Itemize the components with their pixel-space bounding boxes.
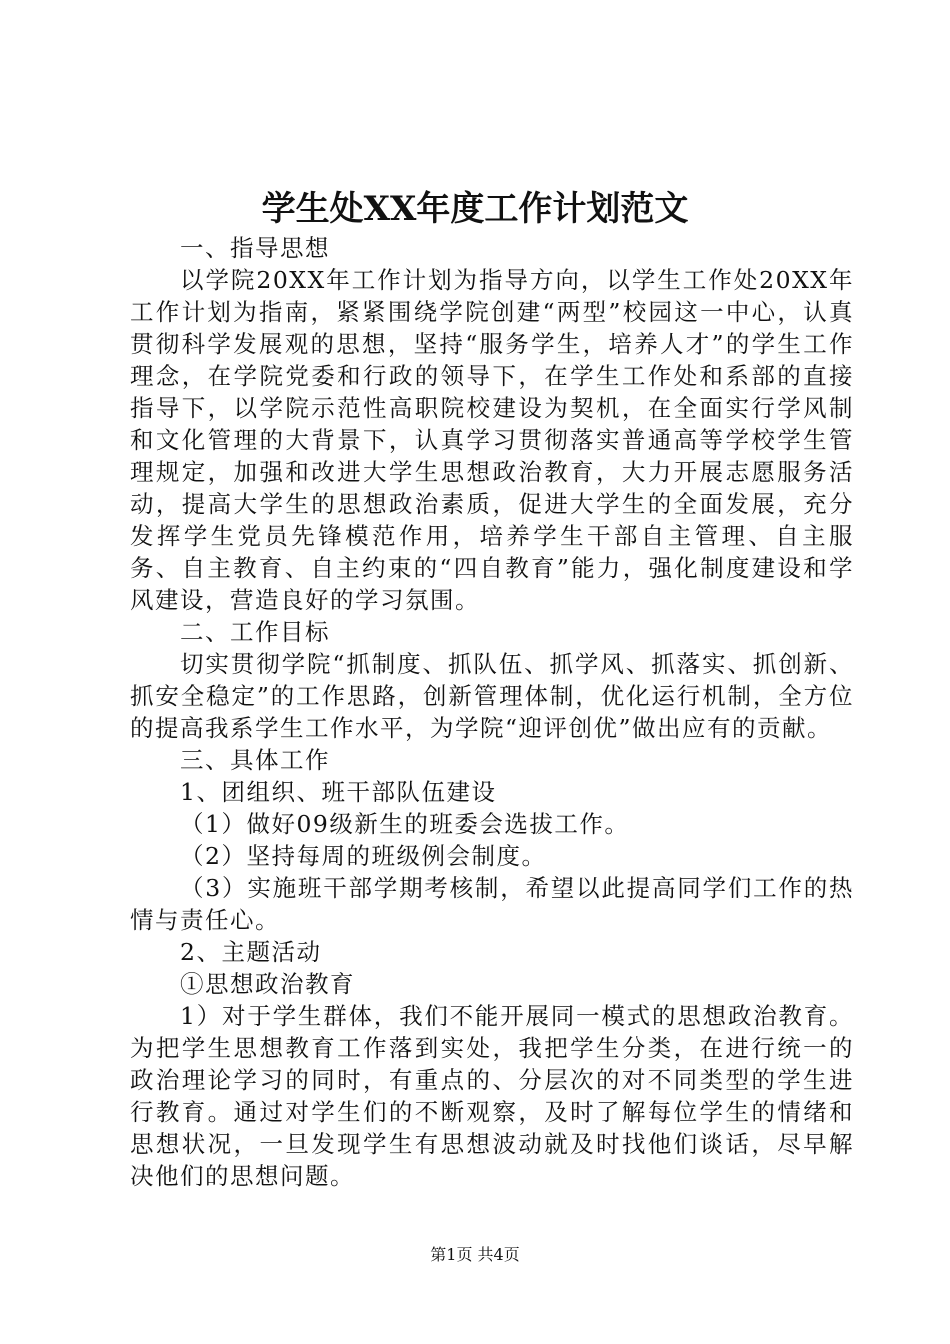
list-item: （1）做好09级新生的班委会选拔工作。 — [180, 810, 630, 838]
paragraph: 以学院20XX年工作计划为指导方向，以学生工作处20XX年工作计划为指南，紧紧围绕学院创建“两型”校园这一中心，认真贯彻科学发展观的思想，坚持“服务学生，培养人才”的学生工作理念，在学院党委和行政的领导下，在学生工作处和系部的直接指导下，以学院示范性高职院校建设为契机，在全面实行学风制和文化管理的大背景下，认真学习贯彻落实普通高等学校学生管理规定，加强和改进大学生思想政治教育，大力开展志愿服务活动，提高大学生的思想政治素质，促进大学生的全面发展，充分发挥学生党员先锋模范作用，培养学生干部自主管理、自主服务、自主教育、自主约束的“四自教育”能力，强化制度建设和学风建设，营造良好的学习氛围。 — [130, 266, 854, 614]
subsection-heading: 1、团组织、班干部队伍建设 — [180, 778, 497, 806]
document-body — [130, 232, 854, 1192]
subsection-heading: ①思想政治教育 — [180, 970, 355, 998]
document-title: 学生处XX年度工作计划范文 — [261, 189, 689, 229]
list-item: （3）实施班干部学期考核制，希望以此提高同学们工作的热情与责任心。 — [130, 874, 854, 934]
section-heading: 三、具体工作 — [180, 746, 330, 774]
paragraph: 切实贯彻学院“抓制度、抓队伍、抓学风、抓落实、抓创新、抓安全稳定”的工作思路，创新管理体制，优化运行机制，全方位的提高我系学生工作水平，为学院“迎评创优”做出应有的贡献。 — [130, 650, 854, 742]
section-heading: 一、指导思想 — [180, 234, 330, 262]
paragraph: 1）对于学生群体，我们不能开展同一模式的思想政治教育。为把学生思想教育工作落到实处，我把学生分类，在进行统一的政治理论学习的同时，有重点的、分层次的对不同类型的学生进行教育。通过对学生们的不断观察，及时了解每位学生的情绪和思想状况，一旦发现学生有思想波动就及时找他们谈话，尽早解决他们的思想问题。 — [130, 1002, 854, 1190]
section-heading: 二、工作目标 — [180, 618, 330, 646]
list-item: （2）坚持每周的班级例会制度。 — [180, 842, 547, 870]
page-footer: 第1页 共4页 — [430, 1245, 520, 1264]
subsection-heading: 2、主题活动 — [180, 938, 322, 966]
